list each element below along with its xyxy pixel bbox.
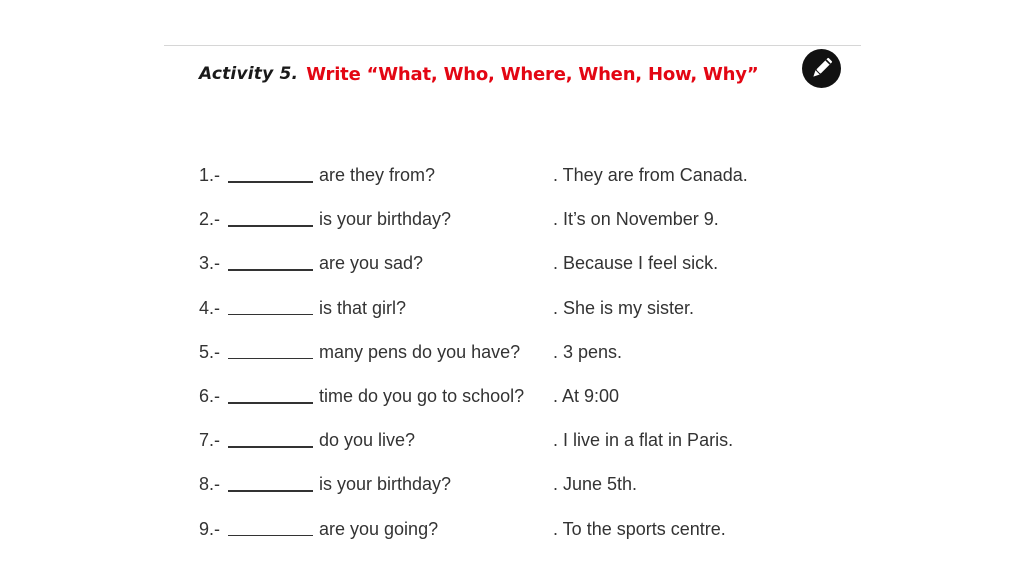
- item-number: 4.-: [199, 297, 221, 318]
- item-number: 8.-: [199, 474, 221, 495]
- answer-text: . To the sports centre.: [553, 518, 726, 539]
- item-number: 5.-: [199, 341, 221, 362]
- answer-text: . 3 pens.: [553, 341, 623, 362]
- exercise-item: [0, 427, 1024, 453]
- question-text: is your birthday?: [319, 209, 452, 230]
- exercise-item: [0, 162, 1024, 188]
- answer-text: . It’s on November 9.: [553, 209, 719, 230]
- question-text: are they from?: [319, 165, 436, 185]
- activity-instruction: Write “What, Who, Where, When, How, Why”: [306, 63, 759, 85]
- answer-text: . I live in a flat in Paris.: [553, 430, 734, 451]
- exercise-item: [0, 516, 1024, 542]
- exercise-item: [0, 295, 1024, 321]
- question-text: are you sad?: [319, 253, 424, 274]
- exercise-item: [0, 471, 1024, 497]
- item-number: 2.-: [199, 209, 221, 230]
- answer-text: . June 5th.: [553, 474, 638, 495]
- answer-blank: [228, 225, 313, 227]
- question-text: do you live?: [319, 430, 416, 451]
- answer-text: . They are from Canada.: [553, 165, 748, 185]
- exercise-item: [0, 339, 1024, 365]
- item-number: 9.-: [199, 518, 221, 539]
- exercise-item: [0, 206, 1024, 232]
- answer-text: . At 9:00: [553, 386, 620, 406]
- answer-text: . She is my sister.: [553, 297, 695, 318]
- answer-blank: [228, 535, 313, 537]
- answer-text: . Because I feel sick.: [553, 253, 719, 274]
- activity-label: Activity 5.: [199, 64, 299, 84]
- exercise-item: [0, 383, 1024, 409]
- question-text: are you going?: [319, 518, 439, 539]
- item-number: 3.-: [199, 253, 221, 274]
- answer-blank: [228, 446, 313, 448]
- exercise-item: [0, 250, 1024, 276]
- answer-blank: [228, 402, 313, 404]
- item-number: 7.-: [199, 430, 221, 451]
- answer-blank: [228, 358, 313, 360]
- question-text: many pens do you have?: [319, 341, 521, 362]
- answer-blank: [228, 314, 313, 316]
- question-text: is that girl?: [319, 297, 407, 318]
- item-number: 1.-: [199, 165, 221, 185]
- answer-blank: [228, 269, 313, 271]
- question-text: is your birthday?: [319, 474, 452, 495]
- question-text: time do you go to school?: [319, 386, 525, 406]
- answer-blank: [228, 181, 313, 183]
- item-number: 6.-: [199, 386, 221, 406]
- answer-blank: [228, 490, 313, 492]
